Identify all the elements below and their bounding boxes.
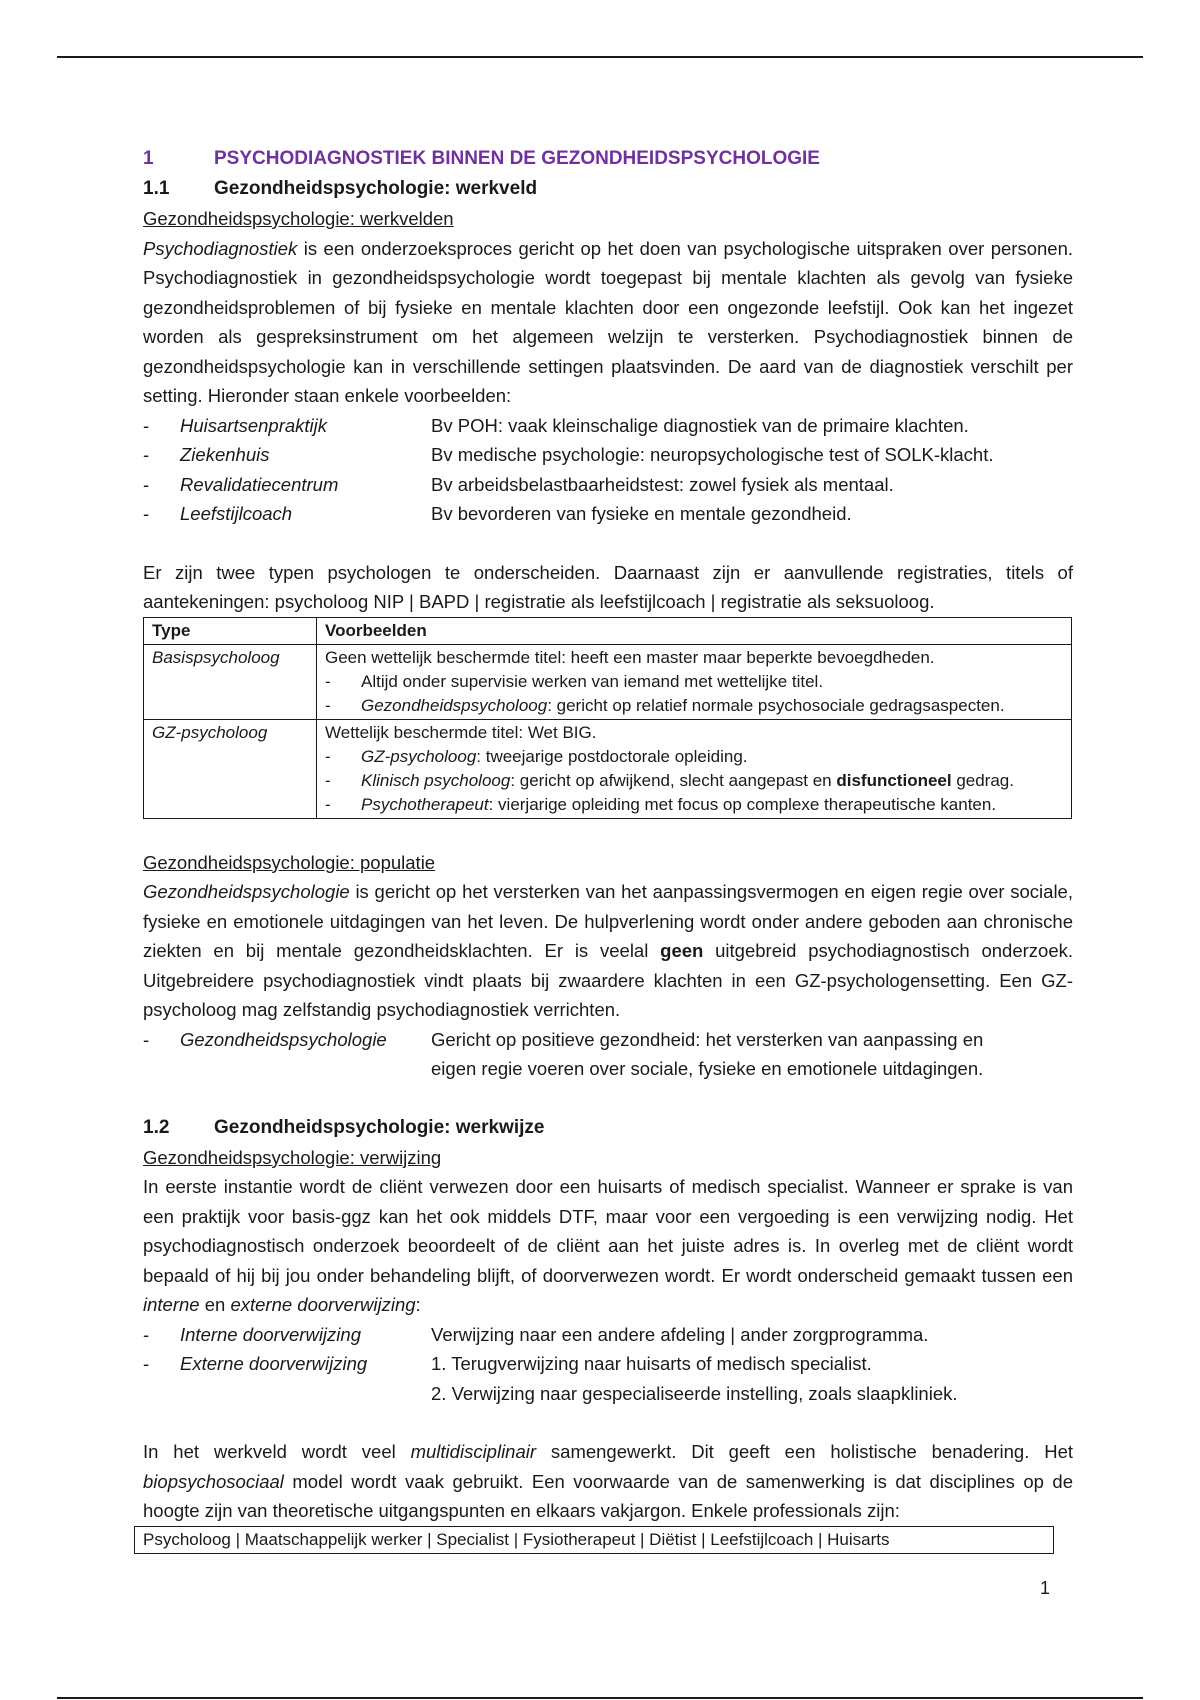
bullet-bold: disfunctioneel [836,770,952,790]
spacer [143,1408,1073,1437]
list-desc: Gericht op positieve gezondheid: het versterken van aanpassing en [431,1028,984,1050]
paragraph-text: is gericht op het versterken van het aanpassingsvermogen en eigen regie over sociale, fysieke en emotionele uitdagingen van het leven. De hulpverlening wordt onder andere geboden aan chronische ziekten en bij mentale gezondheidsklachten. Er is veelal [143,881,1073,961]
list-term: Interne doorverwijzing [180,1323,361,1345]
bullet-term: Psychotherapeut [361,794,489,814]
cell-bullet [325,769,1063,793]
term-externe: externe doorverwijzing [230,1294,416,1315]
list-desc: Bv POH: vaak kleinschalige diagnostiek van de primaire klachten. [431,414,969,436]
cell-main-text: Geen wettelijk beschermde titel: heeft een master maar beperkte bevoegdheden. [325,647,935,667]
section-heading-1-2 [143,1113,1073,1143]
paragraph-text-mid: en [199,1294,231,1315]
paragraph-text: In het werkveld wordt veel [143,1441,411,1462]
bold-word: geen [660,940,704,961]
list-item [143,440,1073,470]
list-dash: - [143,503,150,524]
list-item [143,470,1073,500]
bullet-text [361,769,1014,793]
chapter-title: PSYCHODIAGNOSTIEK BINNEN DE GEZONDHEIDSPSYCHOLOGIE [214,148,820,169]
examples-cell [317,644,1072,719]
spacer [143,819,1073,848]
column-header-type: Type [144,617,317,644]
list-term: Revalidatiecentrum [180,473,339,495]
section-number: 1.1 [143,178,170,199]
settings-list [143,411,1073,529]
paragraph-multidisciplinair [143,1437,1073,1526]
bullet-rest: : gericht op relatief normale psychosociale gedragsaspecten. [547,695,1005,715]
list-item [143,499,1073,529]
list-dash: - [143,414,150,436]
bullet-dash: - [325,770,331,790]
list-dash: - [143,1353,150,1374]
list-item [143,1025,1073,1055]
bullet-dash: - [325,671,331,691]
paragraph-populatie [143,877,1073,1025]
list-dash: - [143,444,150,465]
cell-main-text: Wettelijk beschermde titel: Wet BIG. [325,722,597,742]
list-dash: - [143,1323,150,1345]
cell-bullet [325,694,1063,718]
chapter-number: 1 [143,148,154,169]
paragraph-text-mid: samengewerkt. Dit geeft een holistische benadering. Het [536,1441,1073,1462]
bullet-text [361,745,748,769]
paragraph-text-end: uitgebreid psychodiagnostisch onderzoek. Uitgebreidere psychodiagnostiek vindt plaats bij zwaardere klachten in een GZ-psychologensetting. Een GZ-psycholoog mag zelfstandig psychodiagnostiek verrichten. [143,940,1073,1020]
examples-cell [317,719,1072,818]
bullet-term: GZ-psycholoog [361,746,477,766]
bullet-rest: : tweejarige postdoctorale opleiding. [476,746,748,766]
bullet-dash: - [325,746,331,766]
list-item [143,411,1073,441]
professionals-box: Psycholoog | Maatschappelijk werker | Specialist | Fysiotherapeut | Diëtist | Leefstijlcoach | Huisarts [134,1526,1054,1554]
type-cell: Basispsycholoog [144,644,317,719]
section-title: Gezondheidspsychologie: werkveld [214,178,538,199]
bullet-term: Klinisch psycholoog [361,770,511,790]
document-page [143,144,1073,1554]
paragraph-text-end: model wordt vaak gebruikt. Een voorwaarde van de samenwerking is dat disciplines op de hoogte zijn van theoretische uitgangspunten en elkaars vakjargon. Enkele professionals zijn: [143,1470,1073,1521]
list-desc: 1. Terugverwijzing naar huisarts of medisch specialist. [431,1353,872,1374]
list-dash: - [143,1028,150,1050]
cell-bullet [325,745,1063,769]
subheading-werkvelden: Gezondheidspsychologie: werkvelden [143,208,454,229]
term-biopsychosociaal: biopsychosociaal [143,1470,284,1492]
spacer [143,1084,1073,1113]
list-term: Huisartsenpraktijk [180,414,328,436]
paragraph-text: In eerste instantie wordt de cliënt verwezen door een huisarts of medisch specialist. Wanneer er sprake is van een praktijk voor basis-ggz kan het ook middels DTF, maar voor een vergoeding is een verwijzing nodig. Het psychodiagnostisch onderzoek beoordeelt of de cliënt aan het juiste adres is. In overleg met de cliënt wordt bepaald of hij bij jou onder behandeling blijft, of doorverwezen wordt. Er wordt onderscheid gemaakt tussen een [143,1176,1073,1286]
psychologist-types-table [143,617,1072,819]
list-desc: eigen regie voeren over sociale, fysieke en emotionele uitdagingen. [431,1058,984,1079]
table-row [144,644,1072,719]
footer-rule [57,1697,1143,1699]
paragraph-verwijzing [143,1172,1073,1320]
list-desc: Bv medische psychologie: neuropsychologische test of SOLK-klacht. [431,444,994,465]
cell-bullet [325,793,1063,817]
bullet-rest: : gericht op afwijkend, slecht aangepast en [510,770,837,790]
term-multidisciplinair: multidisciplinair [410,1441,537,1462]
list-desc: 2. Verwijzing naar gespecialiseerde instelling, zoals slaapkliniek. [431,1382,958,1404]
table-header-row [144,617,1072,644]
spacer [143,529,1073,558]
term-gezondheidspsychologie: Gezondheidspsychologie [143,881,350,902]
list-item-continuation [143,1379,1073,1409]
header-rule [57,56,1143,58]
bullet-text: Altijd onder supervisie werken van iemand met wettelijke titel. [361,671,824,691]
paragraph-text-end: : [415,1294,421,1315]
paragraph-typen-psychologen: Er zijn twee typen psychologen te onderscheiden. Daarnaast zijn er aanvullende registraties, titels of aantekeningen: psycholoog NIP | BAPD | registratie als leefstijlcoach | registratie als seksuoloog. [143,561,1073,612]
term-interne: interne [143,1294,200,1315]
list-item [143,1320,1073,1350]
list-term: Externe doorverwijzing [180,1353,368,1374]
list-item-continuation [143,1054,1073,1084]
type-cell: GZ-psycholoog [144,719,317,818]
table-row [144,719,1072,818]
bullet-text [361,694,1005,718]
cell-bullet [325,670,1063,694]
section-title: Gezondheidspsychologie: werkwijze [214,1116,545,1138]
section-heading-1-1 [143,174,1073,204]
term-psychodiagnostiek: Psychodiagnostiek [143,237,298,259]
bullet-dash: - [325,794,331,814]
paragraph-text: is een onderzoeksproces gericht op het doen van psychologische uitspraken over personen. Psychodiagnostiek in gezondheidspsychologie wordt toegepast bij mentale klachten als gevolg van fysieke gezondheidsproblemen of bij fysieke en mentale klachten door een ongezonde leefstijl. Ook kan het ingezet worden als gespreksinstrument om het algemeen welzijn te versterken. Psychodiagnostiek binnen de gezondheidspsychologie kan in verschillende settingen plaatsvinden. De aard van de diagnostiek verschilt per setting. Hieronder staan enkele voorbeelden: [143,237,1073,406]
list-desc: Bv bevorderen van fysieke en mentale gezondheid. [431,503,852,524]
paragraph-psychodiagnostiek [143,234,1073,411]
list-item [143,1349,1073,1379]
bullet-end: gedrag. [951,770,1014,790]
bullet-term: Gezondheidspsycholoog [361,695,548,715]
bullet-rest: : vierjarige opleiding met focus op complexe therapeutische kanten. [488,794,997,814]
bullet-dash: - [325,695,331,715]
section-number: 1.2 [143,1116,170,1138]
list-dash: - [143,473,150,495]
subheading-populatie: Gezondheidspsychologie: populatie [143,851,436,873]
chapter-heading [143,144,1073,174]
list-desc: Verwijzing naar een andere afdeling | ander zorgprogramma. [431,1323,929,1345]
list-term: Leefstijlcoach [180,503,293,524]
subheading-verwijzing: Gezondheidspsychologie: verwijzing [143,1146,442,1168]
list-desc: Bv arbeidsbelastbaarheidstest: zowel fysiek als mentaal. [431,473,894,495]
column-header-examples: Voorbeelden [317,617,1072,644]
list-term: Ziekenhuis [180,444,270,465]
bullet-text [361,793,996,817]
list-term: Gezondheidspsychologie [180,1028,387,1050]
page-number: 1 [1040,1578,1051,1598]
